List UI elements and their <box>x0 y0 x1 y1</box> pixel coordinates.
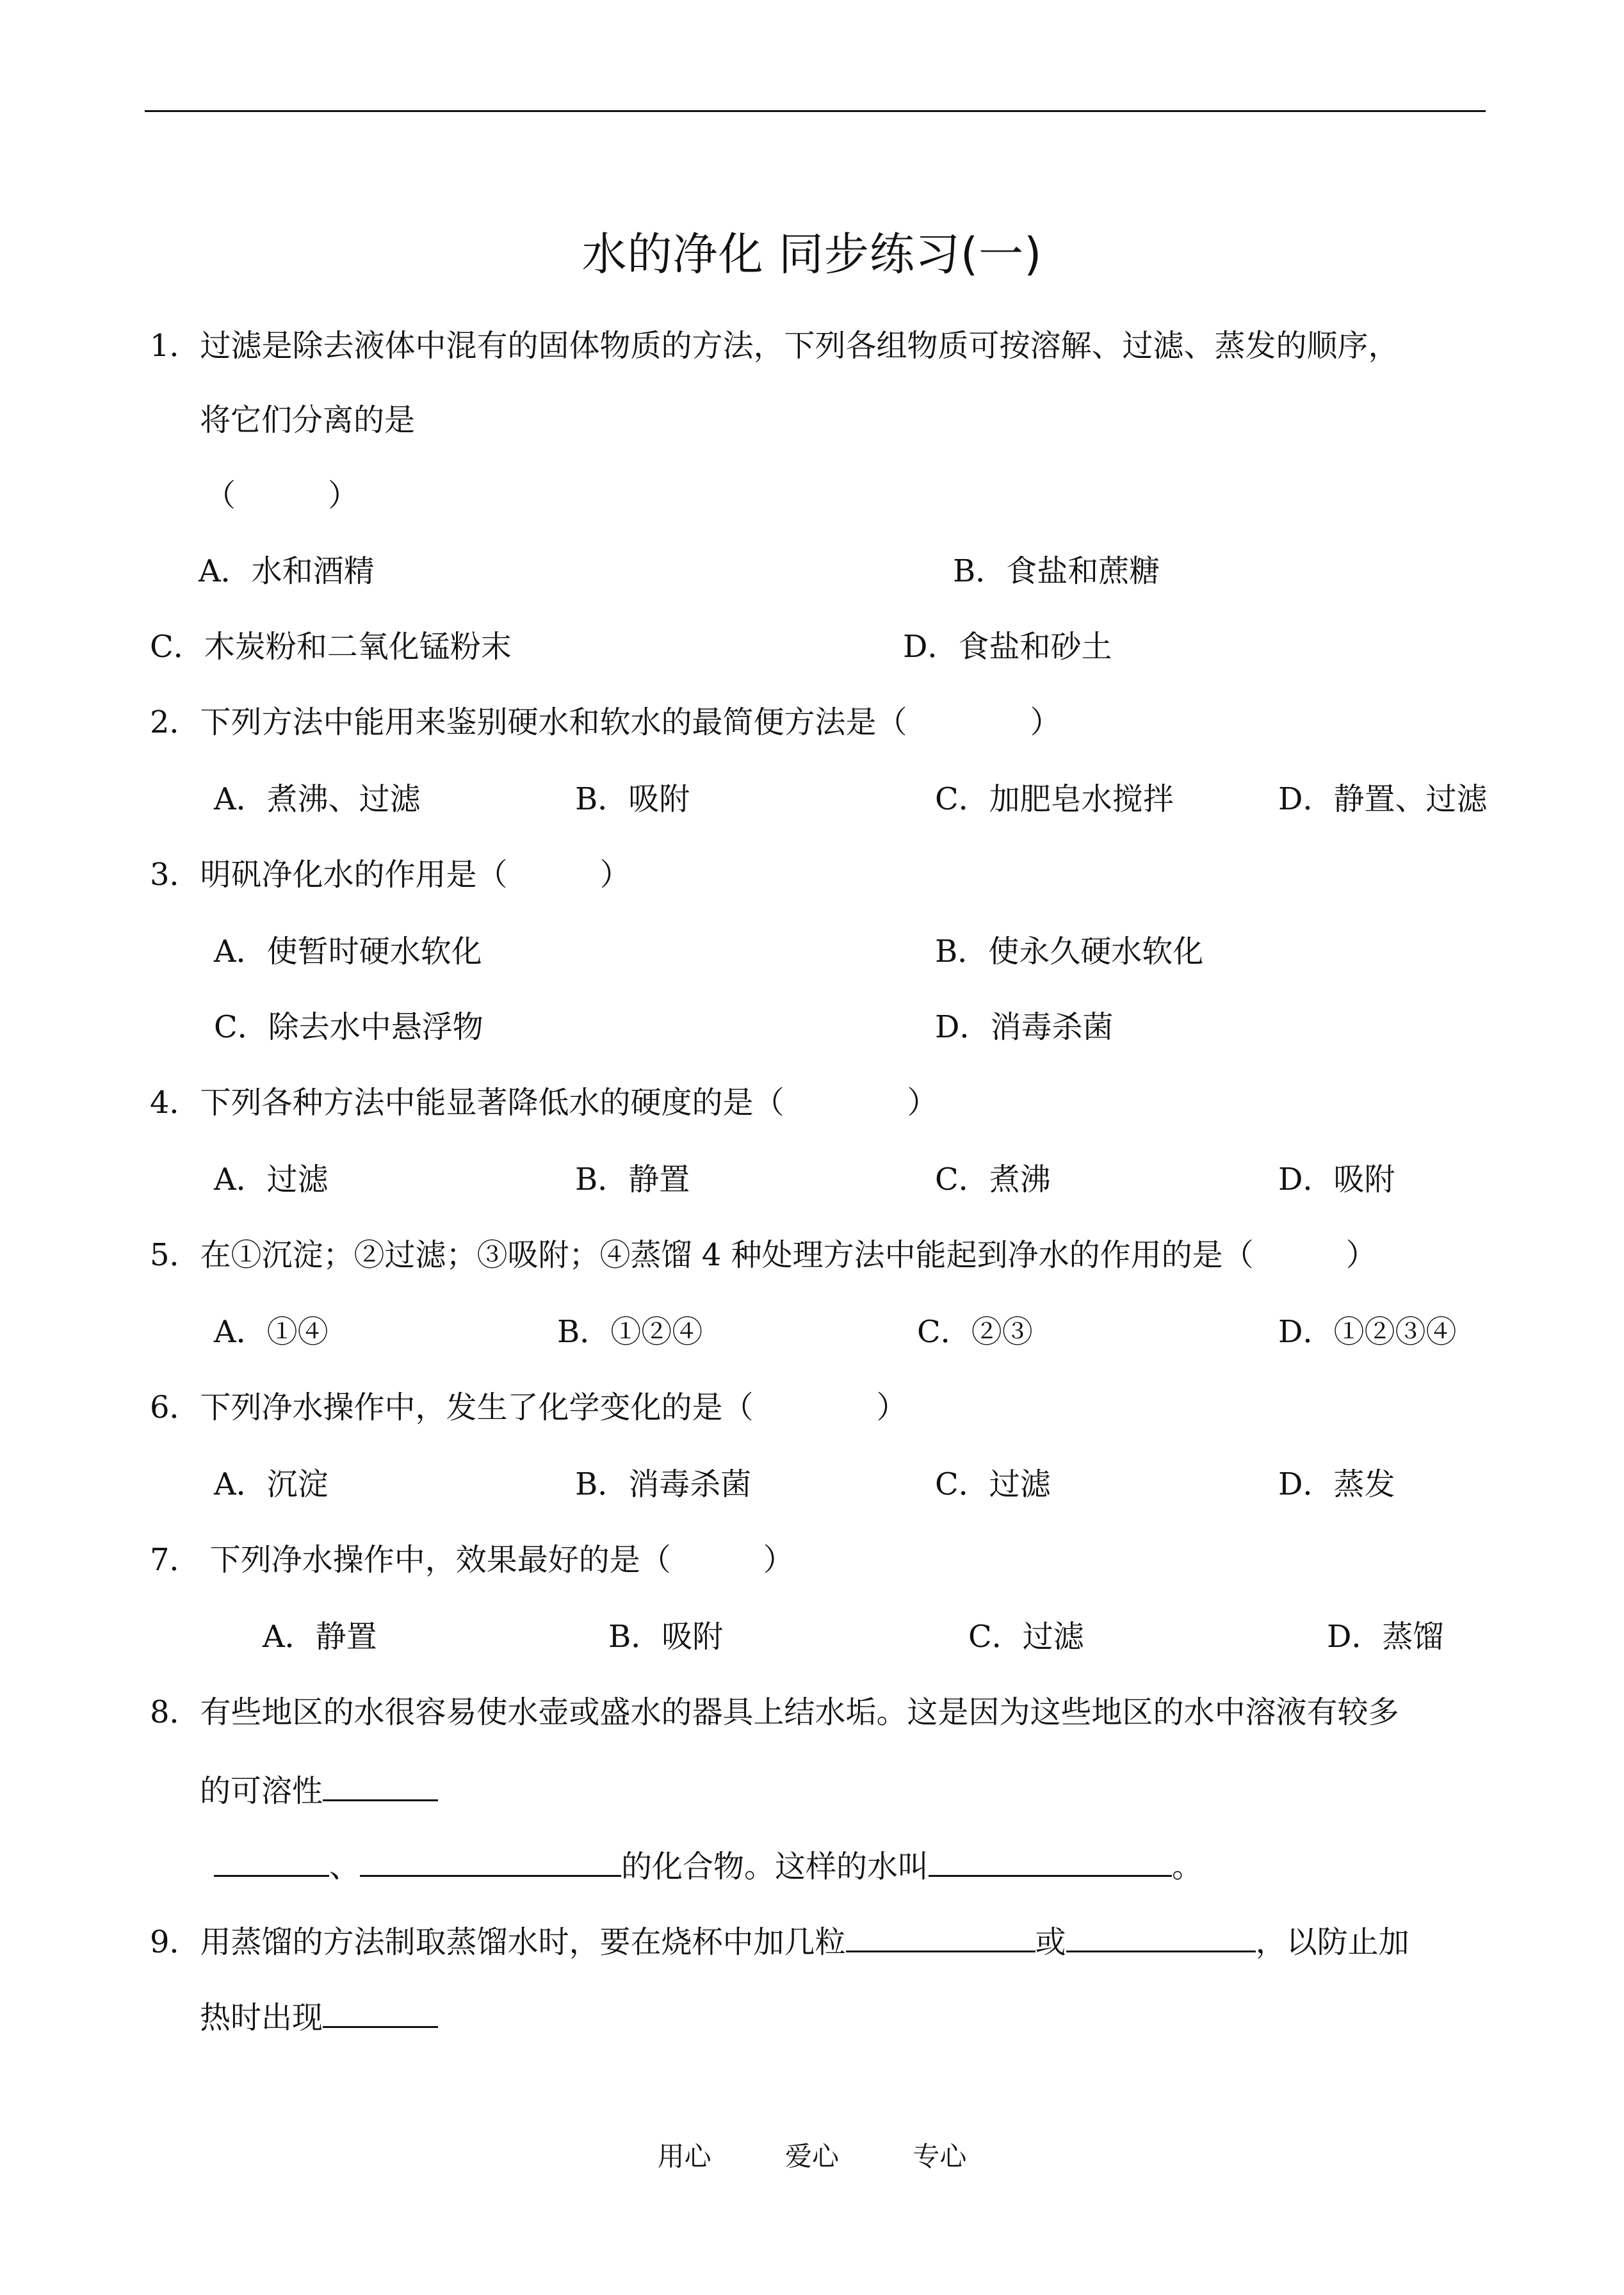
q7-stem: 7． 下列净水操作中，效果最好的是（ ） <box>150 1542 794 1578</box>
q8-line2-text: 的可溶性 <box>200 1773 323 1809</box>
q5-stem: 5．在①沉淀；②过滤；③吸附；④蒸馏 4 种处理方法中能起到净水的作用的是（ ） <box>150 1237 1377 1273</box>
q9-blank-2[interactable] <box>1066 1920 1256 1952</box>
q4-stem: 4．下列各种方法中能显著降低水的硬度的是（ ） <box>150 1085 938 1121</box>
q9-blank-3[interactable] <box>323 1995 438 2028</box>
q9-stem-line1 <box>150 1920 1409 1961</box>
q9-line1-a: 9．用蒸馏的方法制取蒸馏水时，要在烧杯中加几粒 <box>150 1924 846 1960</box>
q9-blank-1[interactable] <box>846 1920 1035 1952</box>
q4-option-d: D．吸附 <box>1278 1162 1395 1197</box>
q2-option-b: B．吸附 <box>575 781 690 817</box>
footer-item: 用心 <box>657 2141 711 2172</box>
q6-option-d: D．蒸发 <box>1278 1466 1395 1502</box>
q5-option-a: A．①④ <box>214 1314 329 1350</box>
q2-option-c: C．加肥皂水搅拌 <box>935 781 1174 817</box>
q7-option-c: C．过滤 <box>968 1619 1084 1655</box>
q3-stem: 3．明矾净化水的作用是（ ） <box>150 857 631 893</box>
q8-stem-line1: 8．有些地区的水很容易使水壶或盛水的器具上结水垢。这是因为这些地区的水中溶液有较多 <box>150 1694 1399 1730</box>
q8-line3-end: 。 <box>1172 1849 1203 1885</box>
footer-item: 爱心 <box>784 2141 839 2172</box>
q4-option-a: A．过滤 <box>214 1162 329 1197</box>
q1-option-a: A．水和酒精 <box>199 553 375 589</box>
page-title: 水的净化 同步练习(一) <box>581 228 1043 280</box>
q9-line2-text: 热时出现 <box>200 2000 323 2036</box>
q1-stem-line2: 将它们分离的是 <box>200 402 416 438</box>
q9-line1-b: 或 <box>1035 1924 1066 1960</box>
q8-blank-3[interactable] <box>360 1844 621 1877</box>
q8-line3-mid: 的化合物。这样的水叫 <box>621 1849 929 1885</box>
q1-option-c: C．木炭粉和二氧化锰粉末 <box>150 629 512 665</box>
q4-option-b: B．静置 <box>575 1162 690 1197</box>
q2-option-a: A．煮沸、过滤 <box>214 781 421 817</box>
q6-stem: 6．下列净水操作中，发生了化学变化的是（ ） <box>150 1390 907 1425</box>
q8-blank-1[interactable] <box>323 1769 438 1801</box>
q3-option-a: A．使暂时硬水软化 <box>214 934 482 969</box>
q3-option-c: C．除去水中悬浮物 <box>214 1009 483 1045</box>
q8-separator: 、 <box>329 1849 361 1885</box>
q7-option-a: A．静置 <box>263 1619 377 1655</box>
q5-option-b: B．①②④ <box>557 1314 703 1350</box>
q1-answer-paren: （ ） <box>205 478 359 514</box>
q8-blank-4[interactable] <box>929 1844 1172 1877</box>
q6-option-a: A．沉淀 <box>214 1466 329 1502</box>
header-rule <box>145 110 1486 112</box>
q1-option-b: B．食盐和蔗糖 <box>953 553 1160 589</box>
q1-stem-line1: 1．过滤是除去液体中混有的固体物质的方法，下列各组物质可按溶解、过滤、蒸发的顺序， <box>150 328 1399 364</box>
q9-line1-c: ，以防止加 <box>1255 1924 1409 1960</box>
q8-blank-2[interactable] <box>214 1844 329 1877</box>
q5-option-d: D．①②③④ <box>1278 1314 1457 1350</box>
q3-option-d: D．消毒杀菌 <box>935 1009 1114 1045</box>
q4-option-c: C．煮沸 <box>935 1162 1051 1197</box>
q9-stem-line2 <box>200 1995 438 2037</box>
footer-item: 专心 <box>913 2141 967 2172</box>
q1-option-d: D．食盐和砂土 <box>903 629 1112 665</box>
q6-option-c: C．过滤 <box>935 1466 1051 1502</box>
q8-stem-line2 <box>200 1769 438 1810</box>
q2-stem: 2．下列方法中能用来鉴别硬水和软水的最简便方法是（ ） <box>150 704 1061 740</box>
q5-option-c: C．②③ <box>917 1314 1033 1350</box>
q3-option-b: B．使永久硬水软化 <box>935 934 1204 969</box>
q8-stem-line3 <box>214 1844 1203 1886</box>
page-footer <box>0 2139 1624 2175</box>
q7-option-d: D．蒸馏 <box>1327 1619 1444 1655</box>
q7-option-b: B．吸附 <box>608 1619 724 1655</box>
q6-option-b: B．消毒杀菌 <box>575 1466 752 1502</box>
q2-option-d: D．静置、过滤 <box>1278 781 1488 817</box>
